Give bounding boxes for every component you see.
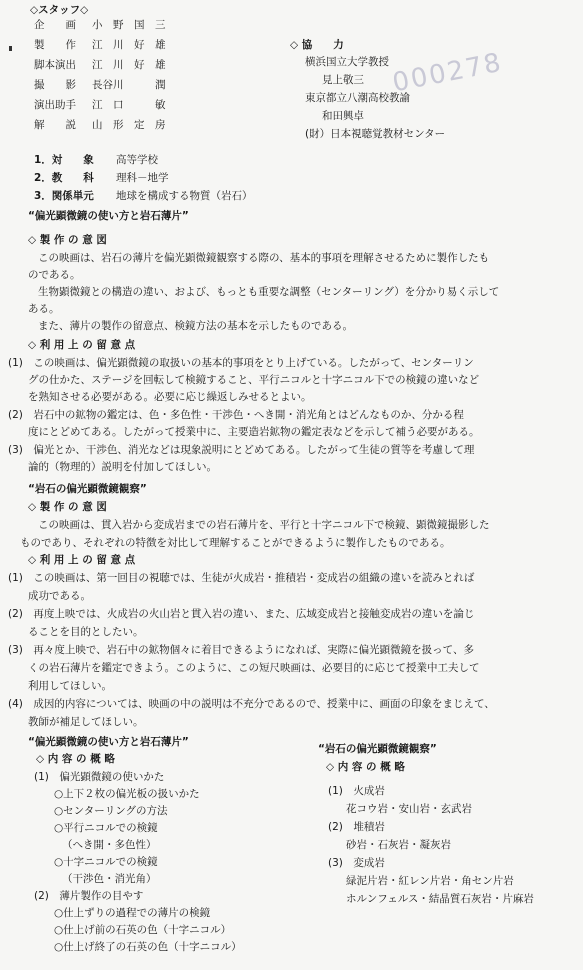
contents-left-line: (1) 偏光顕微鏡の使いかた bbox=[34, 771, 165, 783]
contents-left-line: ○仕上ずりの過程での薄片の検鏡 bbox=[54, 907, 211, 919]
cooperation-line: 見上敬三 bbox=[322, 74, 364, 86]
staff-role: 演出助手 bbox=[34, 99, 76, 111]
page-mark bbox=[9, 46, 12, 51]
contents-right-line: ホルンフェルス・結晶質石灰岩・片麻岩 bbox=[346, 893, 534, 905]
target-value: 地球を構成する物質（岩石） bbox=[116, 190, 253, 202]
film2-notes-heading: ◇ 利 用 上 の 留 意 点 bbox=[28, 554, 136, 566]
film1-purpose-line: ある。 bbox=[28, 303, 60, 315]
staff-name: 小 野 国 三 bbox=[92, 19, 166, 31]
film1-purpose-line: また、薄片の製作の留意点、検鏡方法の基本を示したものである。 bbox=[38, 320, 353, 332]
film1-note-line: (1) この映画は、偏光顕微鏡の取扱いの基本的事項をとり上げている。したがって、センターリン bbox=[8, 357, 474, 369]
staff-role: 撮 影 bbox=[34, 79, 76, 91]
staff-name: 江 口 敏 bbox=[92, 99, 166, 111]
staff-name: 長谷川 潤 bbox=[92, 79, 166, 91]
contents-right-line: (3) 変成岩 bbox=[328, 857, 385, 869]
film2-purpose-heading: ◇ 製 作 の 意 図 bbox=[28, 501, 107, 513]
film2-note-line: 教師が補足してほしい。 bbox=[28, 716, 144, 728]
film1-note-line: (2) 岩石中の鉱物の鑑定は、色・多色性・干渉色・へき開・消光角とはどんなものか、分かる程 bbox=[8, 409, 464, 421]
contents-left-line: ○センターリングの方法 bbox=[54, 805, 168, 817]
staff-role: 企 画 bbox=[34, 19, 76, 31]
contents-right-line: 砂岩・石灰岩・凝灰岩 bbox=[346, 839, 451, 851]
contents-right-line: 花コウ岩・安山岩・玄武岩 bbox=[346, 803, 472, 815]
target-label: 1．対 象 bbox=[34, 154, 94, 166]
contents-left-line: ○十字ニコルでの検鏡 bbox=[54, 856, 158, 868]
film2-note-line: (4) 成因的内容については、映画の中の説明は不充分であるので、授業中に、画面の印象をまじえて、 bbox=[8, 698, 495, 710]
contents-left-line: （へき開・多色性） bbox=[62, 839, 157, 851]
film1-note-line: 度にとどめてある。したがって授業中に、主要造岩鉱物の鑑定表などを示して補う必要がある。 bbox=[28, 426, 480, 438]
film1-note-line: を熟知させる必要がある。必要に応じ繰返しみせるとよい。 bbox=[28, 391, 312, 403]
staff-heading: ◇スタッフ◇ bbox=[30, 4, 89, 16]
film1-purpose-heading: ◇ 製 作 の 意 図 bbox=[28, 234, 107, 246]
contents-left-line: ○仕上げ前の石英の色（十字ニコル） bbox=[54, 924, 232, 936]
contents-left-title: “偏光顕微鏡の使い方と岩石薄片” bbox=[28, 736, 189, 748]
staff-name: 江 川 好 雄 bbox=[92, 39, 166, 51]
film2-note-line: (3) 再々度上映で、岩石中の鉱物個々に着目できるようになれば、実際に偏光顕微鏡を扱って、多 bbox=[8, 644, 474, 656]
contents-right-line: 緑泥片岩・紅レン片岩・角セン片岩 bbox=[346, 875, 514, 887]
film2-note-line: ることを目的としたい。 bbox=[28, 626, 144, 638]
contents-right-title: “岩石の偏光顕微鏡観察” bbox=[318, 743, 437, 755]
collection-stamp: 000278 bbox=[390, 47, 506, 99]
film1-purpose-line: この映画は、岩石の薄片を偏光顕微鏡観察する際の、基本的事項を理解させるために製作したも bbox=[38, 252, 490, 264]
target-label: 2．教 科 bbox=[34, 172, 94, 184]
cooperation-line: 東京都立八潮高校教諭 bbox=[305, 92, 410, 104]
film1-note-line: 論的（物理的）説明を付加してほしい。 bbox=[28, 461, 217, 473]
staff-name: 山 形 定 房 bbox=[92, 119, 166, 131]
film2-note-line: 利用してほしい。 bbox=[28, 680, 112, 692]
contents-left-line: ○仕上げ終了の石英の色（十字ニコル） bbox=[54, 941, 242, 953]
cooperation-line: 横浜国立大学教授 bbox=[305, 56, 389, 68]
film1-purpose-line: 生物顕微鏡との構造の違い、および、もっとも重要な調整（センターリング）を分かり易く示して bbox=[38, 286, 500, 298]
contents-left-line: ○平行ニコルでの検鏡 bbox=[54, 822, 158, 834]
contents-left-heading: ◇ 内 容 の 概 略 bbox=[36, 753, 115, 765]
contents-left-line: ○上下２枚の偏光板の扱いかた bbox=[54, 788, 200, 800]
film2-title: “岩石の偏光顕微鏡観察” bbox=[28, 483, 147, 495]
staff-role: 製 作 bbox=[34, 39, 76, 51]
staff-role: 脚本演出 bbox=[34, 59, 76, 71]
cooperation-line: (財）日本視聴覚教材センター bbox=[305, 128, 446, 140]
cooperation-line: 和田興卓 bbox=[322, 110, 364, 122]
staff-role: 解 説 bbox=[34, 119, 76, 131]
film1-notes-heading: ◇ 利 用 上 の 留 意 点 bbox=[28, 339, 136, 351]
contents-right-line: (2) 堆積岩 bbox=[328, 821, 385, 833]
target-value: 高等学校 bbox=[116, 154, 158, 166]
target-label: 3．関係単元 bbox=[34, 190, 94, 202]
contents-left-line: （干渉色・消光角） bbox=[62, 873, 157, 885]
contents-right-heading: ◇ 内 容 の 概 略 bbox=[326, 761, 405, 773]
film1-note-line: (3) 偏光とか、干渉色、消光などは現象説明にとどめてある。したがって生徒の質等を考慮して理 bbox=[8, 444, 475, 456]
cooperation-heading: ◇ 協 力 bbox=[290, 39, 344, 51]
target-value: 理科－地学 bbox=[116, 172, 169, 184]
film2-purpose-line: この映画は、貫入岩から変成岩までの岩石薄片を、平行と十字ニコル下で検鏡、顕微鏡撮影した bbox=[38, 519, 490, 531]
film1-title: “偏光顕微鏡の使い方と岩石薄片” bbox=[28, 210, 189, 222]
film2-note-line: (1) この映画は、第一回目の視聴では、生徒が火成岩・推積岩・変成岩の組織の違いを読みとれば bbox=[8, 572, 475, 584]
film2-purpose-line: ものであり、それぞれの特徴を対比して理解することができるように製作したものである。 bbox=[20, 537, 451, 549]
contents-right-line: (1) 火成岩 bbox=[328, 785, 385, 797]
film2-note-line: (2) 再度上映では、火成岩の火山岩と貫入岩の違い、また、広域変成岩と接触変成岩の違いを論じ bbox=[8, 608, 475, 620]
contents-left-line: (2) 薄片製作の目やす bbox=[34, 890, 144, 902]
staff-name: 江 川 好 雄 bbox=[92, 59, 166, 71]
film1-note-line: グの仕かた、ステージを回転して検鏡すること、平行ニコルと十字ニコル下での検鏡の違いなど bbox=[28, 374, 480, 386]
film2-note-line: 成功である。 bbox=[28, 590, 91, 602]
film1-purpose-line: のである。 bbox=[28, 269, 81, 281]
film2-note-line: くの岩石薄片を鑑定できよう。このように、この短尺映画は、必要目的に応じて授業中工夫して bbox=[28, 662, 480, 674]
